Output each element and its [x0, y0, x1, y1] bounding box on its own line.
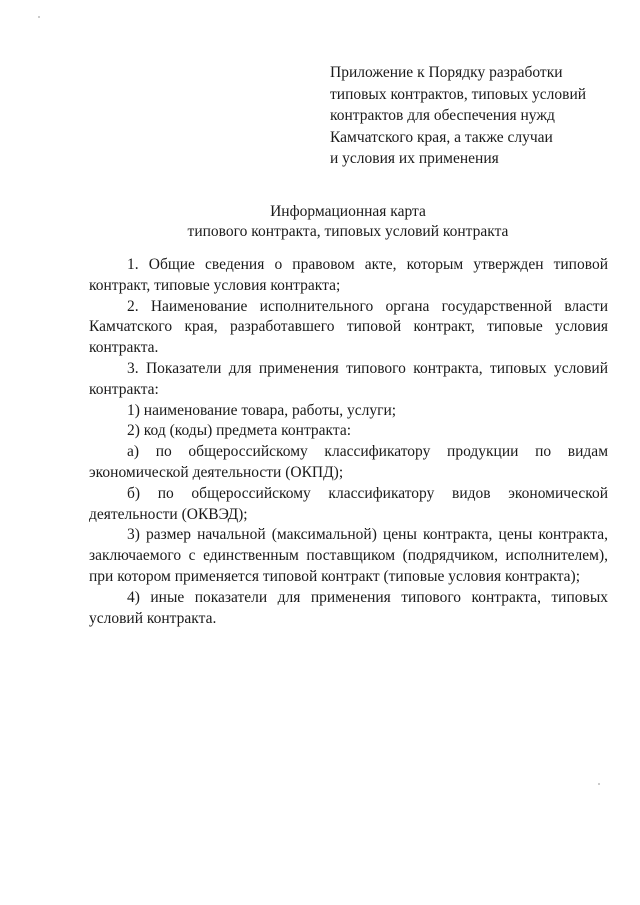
appendix-line: типовых контрактов, типовых условий [330, 85, 587, 103]
paragraph: 1) наименование товара, работы, услуги; [127, 401, 397, 419]
appendix-line: и условия их применения [330, 150, 499, 167]
paragraph: а) по общероссийскому классификатору продукции по видам экономической деятельности (ОКПД); [89, 443, 608, 481]
paragraph: 2) код (коды) предмета контракта: [127, 422, 352, 440]
scan-speck [598, 783, 600, 785]
scan-speck [38, 16, 40, 18]
document-title [0, 202, 640, 241]
paragraph: 2. Наименование исполнительного органа государственной власти Камчатского края, разработавшего типовой контракт, типовые условия контракта. [89, 297, 608, 357]
paragraph: б) по общероссийскому классификатору видов экономической деятельности (ОКВЭД); [89, 484, 608, 523]
title-line: Информационная карта [270, 203, 426, 220]
appendix-line: Приложение к Порядку разработки [330, 64, 563, 81]
paragraph: 4) иные показатели для применения типового контракта, типовых условий контракта. [89, 588, 608, 627]
appendix-line: контрактов для обеспечения нужд [330, 107, 555, 124]
appendix-line: Камчатского края, а также случаи [330, 128, 553, 146]
appendix-header [330, 62, 620, 170]
title-line: типового контракта, типовых условий контракта [187, 222, 509, 240]
paragraph: 3) размер начальной (максимальной) цены контракта, цены контракта, заключаемого с единственным поставщиком (подрядчиком, исполнителем), при котором применяется типовой контракт (типовые условия контракта); [89, 526, 608, 585]
paragraph: 3. Показатели для применения типового контракта, типовых условий контракта: [89, 359, 608, 398]
paragraph: 1. Общие сведения о правовом акте, которым утвержден типовой контракт, типовые условия контракта; [89, 256, 608, 294]
document-body [89, 255, 608, 629]
